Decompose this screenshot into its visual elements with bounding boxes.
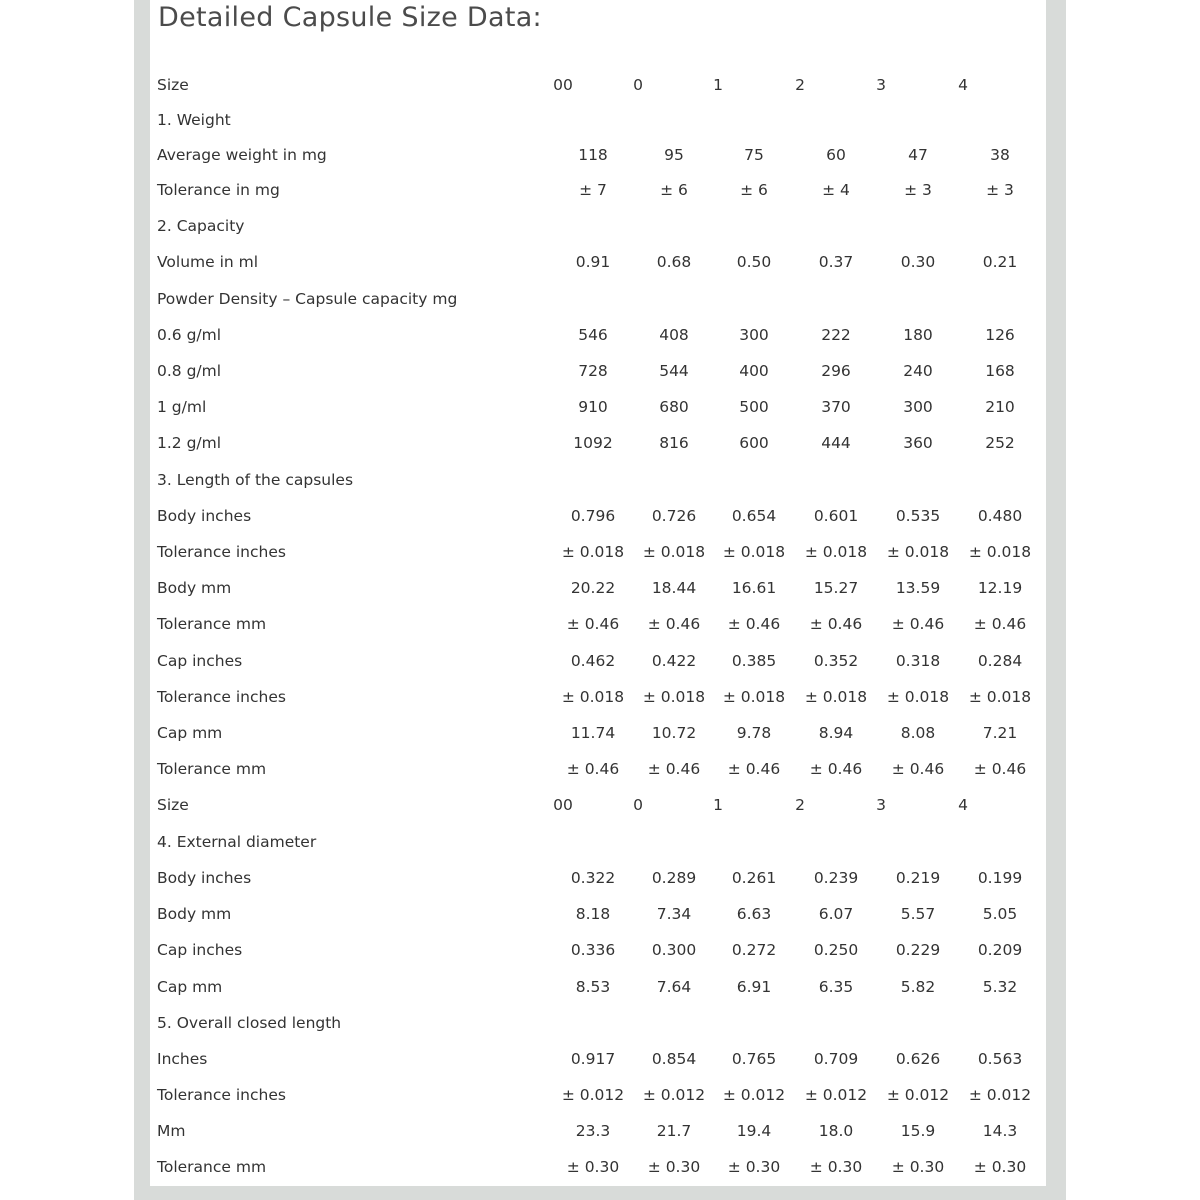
table-cell: ± 3 [986, 181, 1014, 199]
table-cell: 0.352 [813, 652, 859, 670]
table-cell: ± 0.30 [727, 1158, 781, 1176]
row-label: 0.6 g/ml [157, 326, 222, 344]
table-cell: 0.318 [895, 652, 941, 670]
size-column-header: 2 [795, 796, 805, 814]
table-row [0, 1044, 1200, 1074]
table-cell: 0.385 [731, 652, 777, 670]
size-label: Size [157, 76, 189, 94]
table-cell: 0.422 [651, 652, 697, 670]
table-cell: ± 0.46 [891, 615, 945, 633]
table-row [0, 754, 1200, 784]
table-cell: 47 [908, 146, 928, 164]
table-cell: 5.57 [900, 905, 936, 923]
table-cell: 0.250 [813, 941, 859, 959]
table-cell: ± 0.018 [561, 688, 625, 706]
row-label: Volume in ml [157, 253, 259, 271]
table-cell: 300 [903, 398, 933, 416]
table-cell: 20.22 [570, 579, 616, 597]
table-cell: 360 [903, 434, 933, 452]
table-row [0, 972, 1200, 1002]
row-label: Body mm [157, 905, 232, 923]
table-cell: 0.30 [900, 253, 936, 271]
row-label: 1 g/ml [157, 398, 207, 416]
table-cell: 222 [821, 326, 851, 344]
section-heading: 4. External diameter [157, 833, 317, 851]
row-label: Cap inches [157, 652, 243, 670]
table-cell: ± 0.018 [642, 543, 706, 561]
table-cell: ± 0.46 [566, 615, 620, 633]
size-column-header: 2 [795, 76, 805, 94]
row-label: Tolerance inches [157, 1086, 286, 1104]
table-row [0, 863, 1200, 893]
table-cell: 13.59 [895, 579, 941, 597]
table-cell: ± 3 [904, 181, 932, 199]
table-cell: ± 0.012 [968, 1086, 1032, 1104]
table-cell: ± 0.46 [891, 760, 945, 778]
table-cell: 0.854 [651, 1050, 697, 1068]
table-cell: ± 0.46 [647, 615, 701, 633]
row-label: Body inches [157, 507, 252, 525]
table-cell: 9.78 [736, 724, 772, 742]
table-row [0, 537, 1200, 567]
table-cell: 296 [821, 362, 851, 380]
row-label: Tolerance mm [157, 760, 267, 778]
table-cell: 252 [985, 434, 1015, 452]
section-heading: Powder Density – Capsule capacity mg [157, 290, 458, 308]
page-title: Detailed Capsule Size Data: [158, 2, 542, 33]
table-cell: 6.91 [736, 978, 772, 996]
table-cell: 0.21 [982, 253, 1018, 271]
table-cell: 0.239 [813, 869, 859, 887]
table-cell: 6.35 [818, 978, 854, 996]
table-cell: 38 [990, 146, 1010, 164]
table-cell: ± 0.46 [566, 760, 620, 778]
table-cell: 0.462 [570, 652, 616, 670]
table-cell: 0.601 [813, 507, 859, 525]
table-cell: 0.261 [731, 869, 777, 887]
table-cell: ± 0.018 [722, 543, 786, 561]
row-label: Cap inches [157, 941, 243, 959]
size-column-header: 4 [958, 796, 968, 814]
table-cell: 0.289 [651, 869, 697, 887]
table-cell: ± 0.012 [642, 1086, 706, 1104]
table-cell: 16.61 [731, 579, 777, 597]
table-row [0, 1080, 1200, 1110]
size-header-row [0, 790, 1200, 820]
table-cell: 400 [739, 362, 769, 380]
table-cell: 0.91 [575, 253, 611, 271]
table-row [0, 646, 1200, 676]
section-heading-row [0, 827, 1200, 857]
table-row [0, 175, 1200, 205]
table-cell: 8.94 [818, 724, 854, 742]
table-cell: ± 6 [740, 181, 768, 199]
table-cell: 0.654 [731, 507, 777, 525]
table-row [0, 428, 1200, 458]
table-cell: 444 [821, 434, 851, 452]
section-heading: 3. Length of the capsules [157, 471, 354, 489]
table-cell: 544 [659, 362, 689, 380]
row-label: Inches [157, 1050, 208, 1068]
table-cell: 546 [578, 326, 608, 344]
table-cell: 0.37 [818, 253, 854, 271]
table-cell: ± 0.018 [968, 543, 1032, 561]
row-label: Tolerance inches [157, 543, 286, 561]
table-cell: 0.68 [656, 253, 692, 271]
table-row [0, 1116, 1200, 1146]
table-cell: ± 0.46 [973, 615, 1027, 633]
size-column-header: 00 [553, 76, 573, 94]
table-cell: ± 0.018 [968, 688, 1032, 706]
size-column-header: 3 [876, 796, 886, 814]
table-cell: 210 [985, 398, 1015, 416]
table-cell: ± 0.018 [886, 688, 950, 706]
table-cell: ± 0.018 [642, 688, 706, 706]
row-label: 1.2 g/ml [157, 434, 222, 452]
table-cell: ± 0.30 [973, 1158, 1027, 1176]
table-cell: ± 6 [660, 181, 688, 199]
size-column-header: 3 [876, 76, 886, 94]
table-cell: 0.726 [651, 507, 697, 525]
section-heading-row [0, 1008, 1200, 1038]
table-cell: 0.322 [570, 869, 616, 887]
table-cell: 0.219 [895, 869, 941, 887]
row-label: Body inches [157, 869, 252, 887]
table-cell: 168 [985, 362, 1015, 380]
table-cell: ± 0.30 [891, 1158, 945, 1176]
table-cell: ± 7 [579, 181, 607, 199]
size-column-header: 1 [713, 76, 723, 94]
table-cell: 8.08 [900, 724, 936, 742]
size-label: Size [157, 796, 189, 814]
table-cell: ± 0.018 [804, 688, 868, 706]
row-label: Average weight in mg [157, 146, 327, 164]
table-cell: ± 0.30 [566, 1158, 620, 1176]
row-label: 0.8 g/ml [157, 362, 222, 380]
table-cell: ± 4 [822, 181, 850, 199]
table-row [0, 1152, 1200, 1182]
table-cell: 118 [578, 146, 608, 164]
table-cell: 18.44 [651, 579, 697, 597]
table-cell: 0.336 [570, 941, 616, 959]
table-cell: 7.64 [656, 978, 692, 996]
table-cell: 60 [826, 146, 846, 164]
table-cell: ± 0.30 [809, 1158, 863, 1176]
size-header-row [0, 70, 1200, 100]
table-cell: 0.229 [895, 941, 941, 959]
row-label: Body mm [157, 579, 232, 597]
table-cell: 5.05 [982, 905, 1018, 923]
table-cell: 680 [659, 398, 689, 416]
table-cell: 240 [903, 362, 933, 380]
table-cell: 0.535 [895, 507, 941, 525]
row-label: Tolerance mm [157, 615, 267, 633]
section-heading-row [0, 211, 1200, 241]
table-row [0, 718, 1200, 748]
table-cell: 816 [659, 434, 689, 452]
table-cell: 0.284 [977, 652, 1023, 670]
table-cell: 1092 [573, 434, 613, 452]
row-label: Tolerance mm [157, 1158, 267, 1176]
table-cell: 600 [739, 434, 769, 452]
table-cell: 300 [739, 326, 769, 344]
row-label: Cap mm [157, 724, 223, 742]
row-label: Mm [157, 1122, 186, 1140]
table-cell: 19.4 [736, 1122, 772, 1140]
table-cell: 11.74 [570, 724, 616, 742]
size-column-header: 0 [633, 76, 643, 94]
table-cell: 0.50 [736, 253, 772, 271]
section-heading-row [0, 284, 1200, 314]
table-cell: 21.7 [656, 1122, 692, 1140]
section-heading: 1. Weight [157, 111, 231, 129]
table-cell: 0.272 [731, 941, 777, 959]
row-label: Tolerance in mg [157, 181, 280, 199]
section-heading: 5. Overall closed length [157, 1014, 342, 1032]
table-cell: 180 [903, 326, 933, 344]
table-cell: 14.3 [982, 1122, 1018, 1140]
table-cell: 910 [578, 398, 608, 416]
table-row [0, 935, 1200, 965]
table-cell: ± 0.018 [722, 688, 786, 706]
table-row [0, 140, 1200, 170]
section-heading-row [0, 465, 1200, 495]
table-cell: ± 0.012 [561, 1086, 625, 1104]
table-cell: 7.21 [982, 724, 1018, 742]
table-cell: 18.0 [818, 1122, 854, 1140]
table-cell: ± 0.30 [647, 1158, 701, 1176]
table-cell: 8.18 [575, 905, 611, 923]
table-cell: ± 0.46 [647, 760, 701, 778]
table-cell: 0.796 [570, 507, 616, 525]
row-label: Tolerance inches [157, 688, 286, 706]
table-cell: 5.82 [900, 978, 936, 996]
table-cell: ± 0.012 [804, 1086, 868, 1104]
table-cell: 0.626 [895, 1050, 941, 1068]
row-label: Cap mm [157, 978, 223, 996]
table-row [0, 501, 1200, 531]
section-heading-row [0, 105, 1200, 135]
size-column-header: 00 [553, 796, 573, 814]
table-cell: 6.07 [818, 905, 854, 923]
table-cell: ± 0.46 [727, 760, 781, 778]
table-cell: 5.32 [982, 978, 1018, 996]
table-cell: 0.563 [977, 1050, 1023, 1068]
size-column-header: 4 [958, 76, 968, 94]
table-cell: 8.53 [575, 978, 611, 996]
size-column-header: 1 [713, 796, 723, 814]
table-cell: 0.480 [977, 507, 1023, 525]
table-cell: 15.9 [900, 1122, 936, 1140]
table-cell: 0.917 [570, 1050, 616, 1068]
table-cell: 75 [744, 146, 764, 164]
table-cell: ± 0.018 [561, 543, 625, 561]
table-row [0, 899, 1200, 929]
table-cell: 0.209 [977, 941, 1023, 959]
table-row [0, 320, 1200, 350]
table-row [0, 682, 1200, 712]
table-cell: 0.199 [977, 869, 1023, 887]
table-cell: 7.34 [656, 905, 692, 923]
table-row [0, 573, 1200, 603]
table-cell: 10.72 [651, 724, 697, 742]
table-cell: ± 0.46 [809, 760, 863, 778]
table-cell: 500 [739, 398, 769, 416]
table-row [0, 609, 1200, 639]
table-cell: ± 0.46 [809, 615, 863, 633]
table-cell: 6.63 [736, 905, 772, 923]
table-cell: ± 0.46 [727, 615, 781, 633]
table-cell: 0.709 [813, 1050, 859, 1068]
table-cell: 15.27 [813, 579, 859, 597]
table-cell: 95 [664, 146, 684, 164]
table-row [0, 356, 1200, 386]
table-cell: 408 [659, 326, 689, 344]
table-row [0, 247, 1200, 277]
table-cell: 728 [578, 362, 608, 380]
table-cell: 12.19 [977, 579, 1023, 597]
size-column-header: 0 [633, 796, 643, 814]
table-cell: 126 [985, 326, 1015, 344]
table-cell: 370 [821, 398, 851, 416]
table-cell: 0.765 [731, 1050, 777, 1068]
section-heading: 2. Capacity [157, 217, 245, 235]
table-cell: ± 0.012 [722, 1086, 786, 1104]
table-cell: ± 0.46 [973, 760, 1027, 778]
table-row [0, 392, 1200, 422]
table-cell: ± 0.018 [886, 543, 950, 561]
table-cell: ± 0.012 [886, 1086, 950, 1104]
table-cell: 23.3 [575, 1122, 611, 1140]
table-cell: ± 0.018 [804, 543, 868, 561]
table-cell: 0.300 [651, 941, 697, 959]
